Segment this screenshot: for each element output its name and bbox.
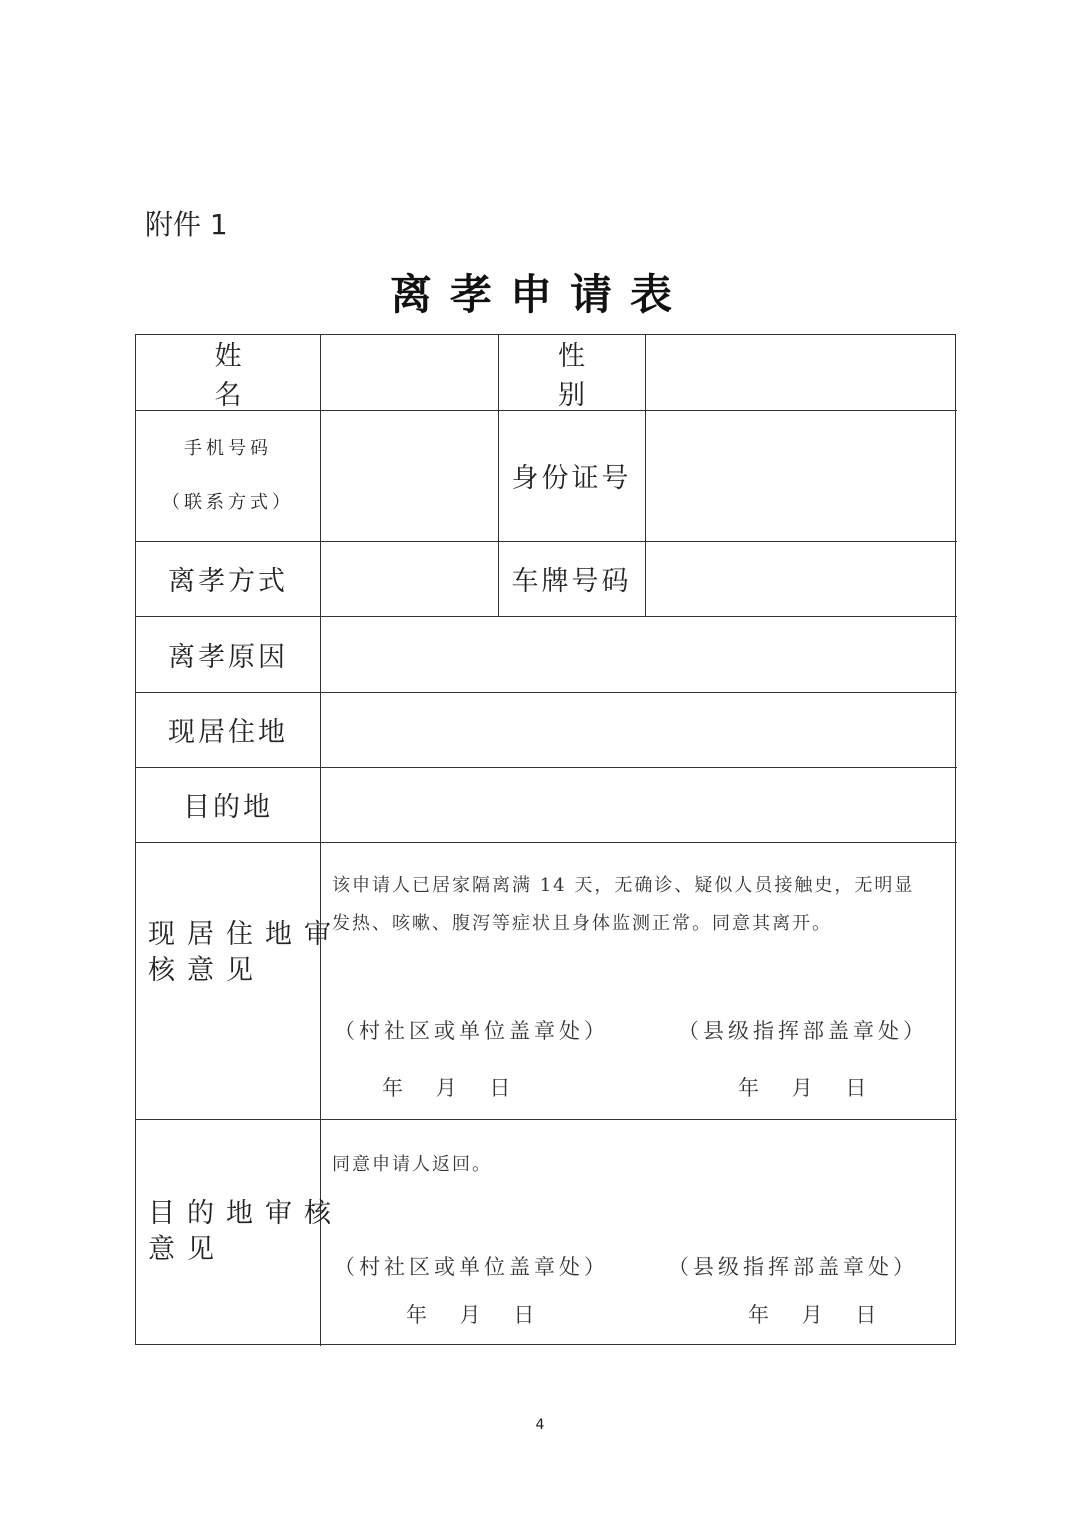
row-divider [136, 842, 957, 843]
plate-number-label: 车牌号码 [511, 566, 632, 597]
residence-county-date: 年 月 日 [738, 1076, 871, 1100]
departure-method-label: 离孝方式 [168, 566, 288, 597]
residence-village-date: 年 月 日 [382, 1076, 515, 1100]
destination-county-date: 年 月 日 [748, 1303, 881, 1327]
page-number: 4 [535, 1417, 545, 1433]
column-divider [320, 335, 321, 1346]
destination-field[interactable] [322, 769, 953, 841]
destination-village-stamp-area: （村社区或单位盖章处） [334, 1255, 609, 1279]
phone-field[interactable] [322, 412, 496, 540]
destination-label: 目的地 [183, 792, 273, 823]
plate-number-field[interactable] [647, 543, 953, 615]
departure-reason-field[interactable] [322, 618, 953, 691]
page-title: 离孝申请表 [389, 270, 690, 319]
destination-review-text: 同意申请人返回。 [332, 1154, 492, 1175]
current-residence-label: 现居住地 [168, 717, 288, 748]
destination-county-stamp-area: （县级指挥部盖章处） [668, 1255, 918, 1279]
departure-method-field[interactable] [322, 543, 496, 615]
destination-village-date: 年 月 日 [406, 1303, 539, 1327]
residence-village-stamp-area: （村社区或单位盖章处） [334, 1019, 609, 1043]
current-residence-field[interactable] [322, 694, 953, 766]
destination-review-label: 目的地审核 意见 [148, 1198, 343, 1265]
column-divider [645, 335, 646, 616]
residence-review-text-line1: 该申请人已居家隔离满 14 天，无确诊、疑似人员接触史，无明显 [332, 875, 915, 896]
residence-review-text-line2: 发热、咳嗽、腹泻等症状且身体监测正常。同意其离开。 [332, 913, 832, 934]
residence-review-label: 现居住地审 核意见 [148, 919, 343, 986]
gender-field[interactable] [647, 337, 953, 409]
departure-reason-label: 离孝原因 [168, 641, 288, 673]
residence-county-stamp-area: （县级指挥部盖章处） [678, 1019, 928, 1043]
row-divider [136, 1119, 957, 1120]
name-label: 姓 名 [214, 340, 282, 411]
application-form-table [135, 334, 956, 1345]
phone-label: 手机号码 （联系方式） [162, 437, 294, 513]
id-number-label: 身份证号 [511, 463, 632, 494]
id-number-field[interactable] [647, 412, 953, 540]
name-field[interactable] [322, 337, 496, 409]
gender-label: 性 别 [558, 340, 625, 411]
attachment-label: 附件 1 [145, 208, 228, 241]
